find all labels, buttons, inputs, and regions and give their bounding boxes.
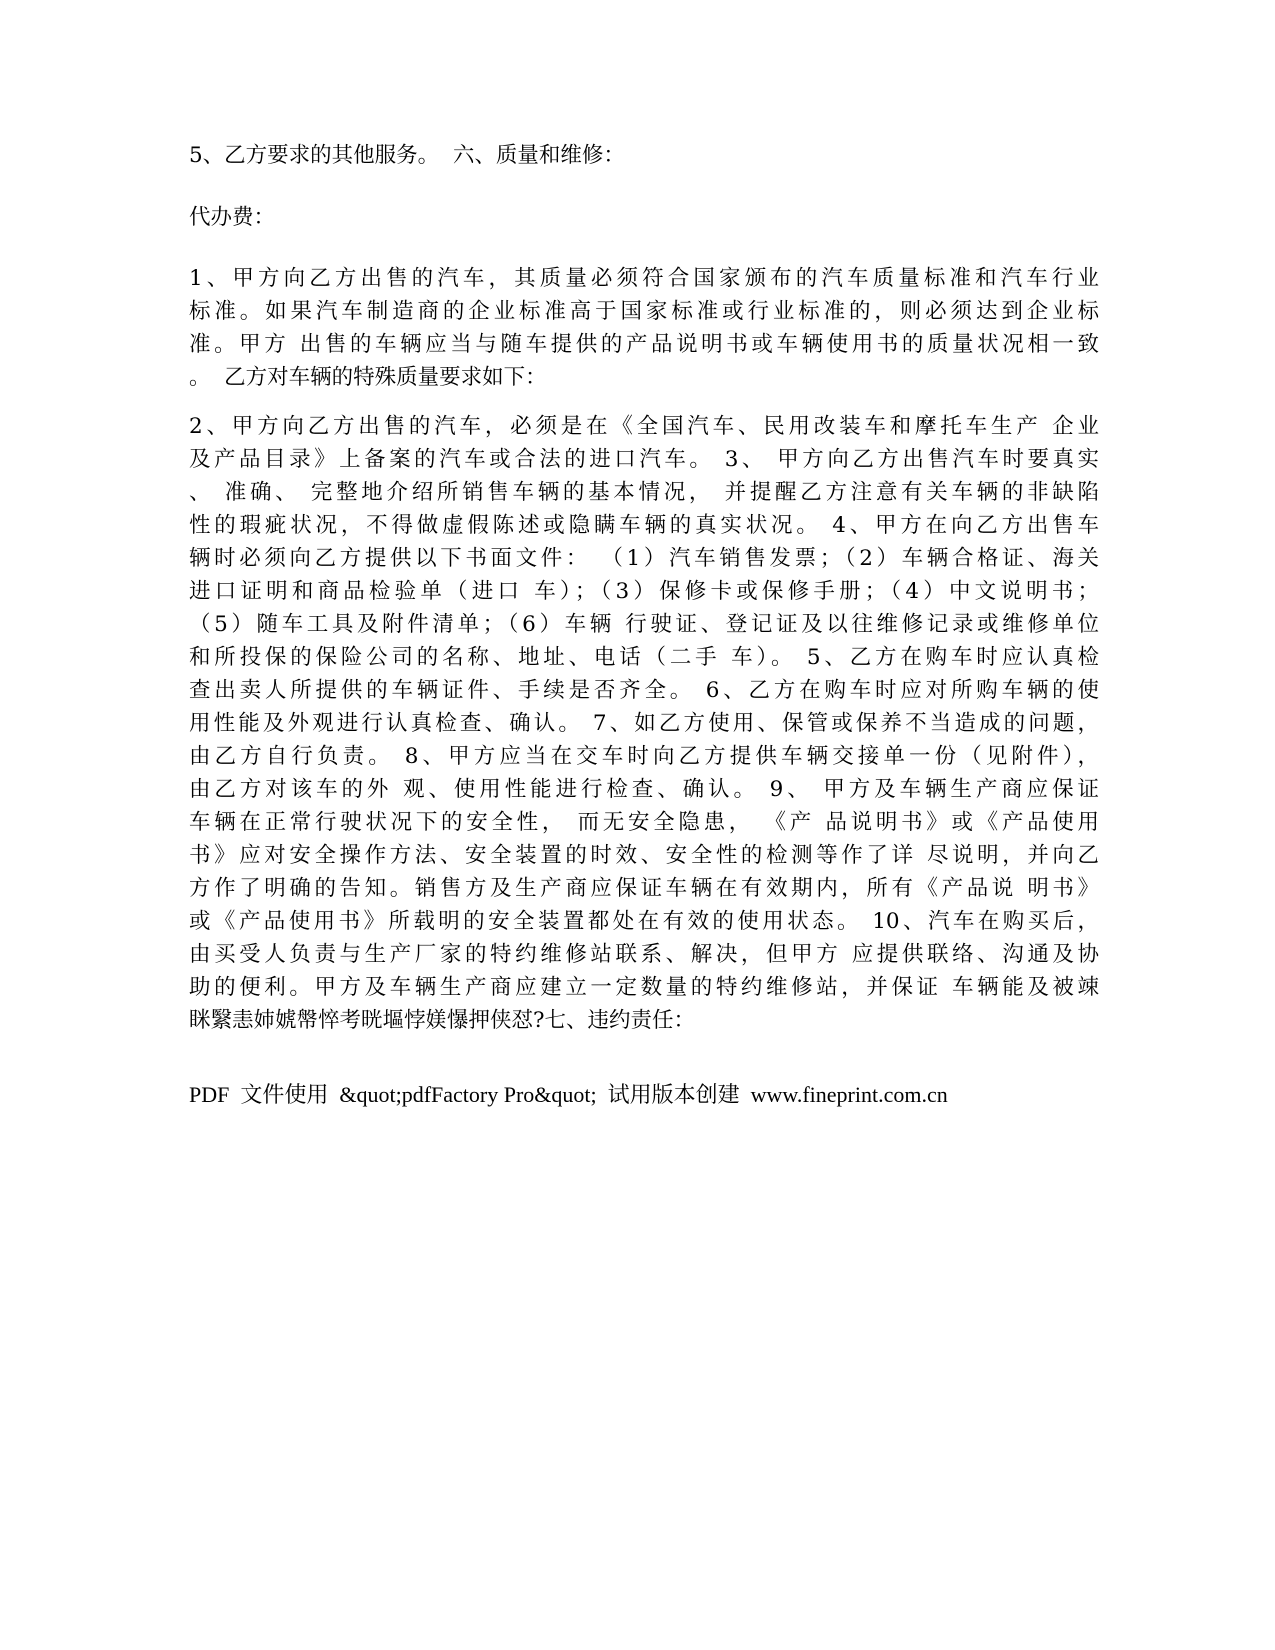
paragraph-quality <box>189 262 1099 394</box>
paragraph-obligations <box>189 410 1099 1037</box>
text-line: 进口证明和商品检验单（进口 车）；（3）保修卡或保修手册；（4）中文说明书； <box>189 579 1099 604</box>
text-line: 。 乙方对车辆的特殊质量要求如下： <box>189 365 547 390</box>
text-line: 5、乙方要求的其他服务。 六、质量和维修： <box>189 143 625 168</box>
text-line: （5）随车工具及附件清单；（6）车辆 行驶证、登记证及以往维修记录或维修单位 <box>189 612 1099 637</box>
text-line: 及产品目录》上备案的汽车或合法的进口汽车。 3、 甲方向乙方出售汽车时要真实 <box>189 447 1099 472</box>
text-line: 书》应对安全操作方法、安全装置的时效、安全性的检测等作了详 尽说明，并向乙 <box>189 843 1099 868</box>
text-line: 2、甲方向乙方出售的汽车，必须是在《全国汽车、民用改装车和摩托车生产 企业 <box>189 414 1099 439</box>
text-line: 或《产品使用书》所载明的安全装置都处在有效的使用状态。 10、汽车在购买后， <box>189 909 1099 934</box>
text-line: 和所投保的保险公司的名称、地址、电话（二手 车）。 5、乙方在购车时应认真检 <box>189 645 1099 670</box>
text-line: 标准。如果汽车制造商的企业标准高于国家标准或行业标准的，则必须达到企业标 <box>189 299 1099 324</box>
text-line: 准。甲方 出售的车辆应当与随车提供的产品说明书或车辆使用书的质量状况相一致 <box>189 332 1099 357</box>
text-line: 辆时必须向乙方提供以下书面文件： （1）汽车销售发票；（2）车辆合格证、海关 <box>189 546 1099 571</box>
text-line: 由乙方自行负责。 8、甲方应当在交车时向乙方提供车辆交接单一份（见附件）， <box>189 744 1099 769</box>
text-line: 性的瑕疵状况，不得做虚假陈述或隐瞒车辆的真实状况。 4、甲方在向乙方出售车 <box>189 513 1099 538</box>
text-line: 车辆在正常行驶状况下的安全性， 而无安全隐患， 《产 品说明书》或《产品使用 <box>189 810 1099 835</box>
pdf-footer: PDF 文件使用 &quot;pdfFactory Pro&quot; 试用版本创建 www.fineprint.com.cn <box>189 1082 948 1107</box>
paragraph-services <box>189 139 1099 172</box>
text-line: 1、甲方向乙方出售的汽车，其质量必须符合国家颁布的汽车质量标准和汽车行业 <box>189 266 1099 291</box>
text-line: 方作了明确的告知。销售方及生产商应保证车辆在有效期内，所有《产品说 明书》 <box>189 876 1099 901</box>
text-line: 由买受人负责与生产厂家的特约维修站联系、解决，但甲方 应提供联络、沟通及协 <box>189 942 1099 967</box>
text-line: 查出卖人所提供的车辆证件、手续是否齐全。 6、乙方在购车时应对所购车辆的使 <box>189 678 1099 703</box>
text-line: 代办费： <box>189 205 276 230</box>
text-line: 由乙方对该车的外 观、使用性能进行检查、确认。 9、 甲方及车辆生产商应保证 <box>189 777 1099 802</box>
text-line: 眯繄恚姉婋幋悴考晄塸悖媄懪押侠怼?七、违约责任： <box>189 1008 696 1033</box>
text-line: 、 准确、 完整地介绍所销售车辆的基本情况， 并提醒乙方注意有关车辆的非缺陷 <box>189 480 1099 505</box>
paragraph-agency-fee <box>189 201 1099 234</box>
text-line: 助的便利。甲方及车辆生产商应建立一定数量的特约维修站，并保证 车辆能及被竦 <box>189 975 1099 1000</box>
text-line: 用性能及外观进行认真检查、确认。 7、如乙方使用、保管或保养不当造成的问题， <box>189 711 1099 736</box>
